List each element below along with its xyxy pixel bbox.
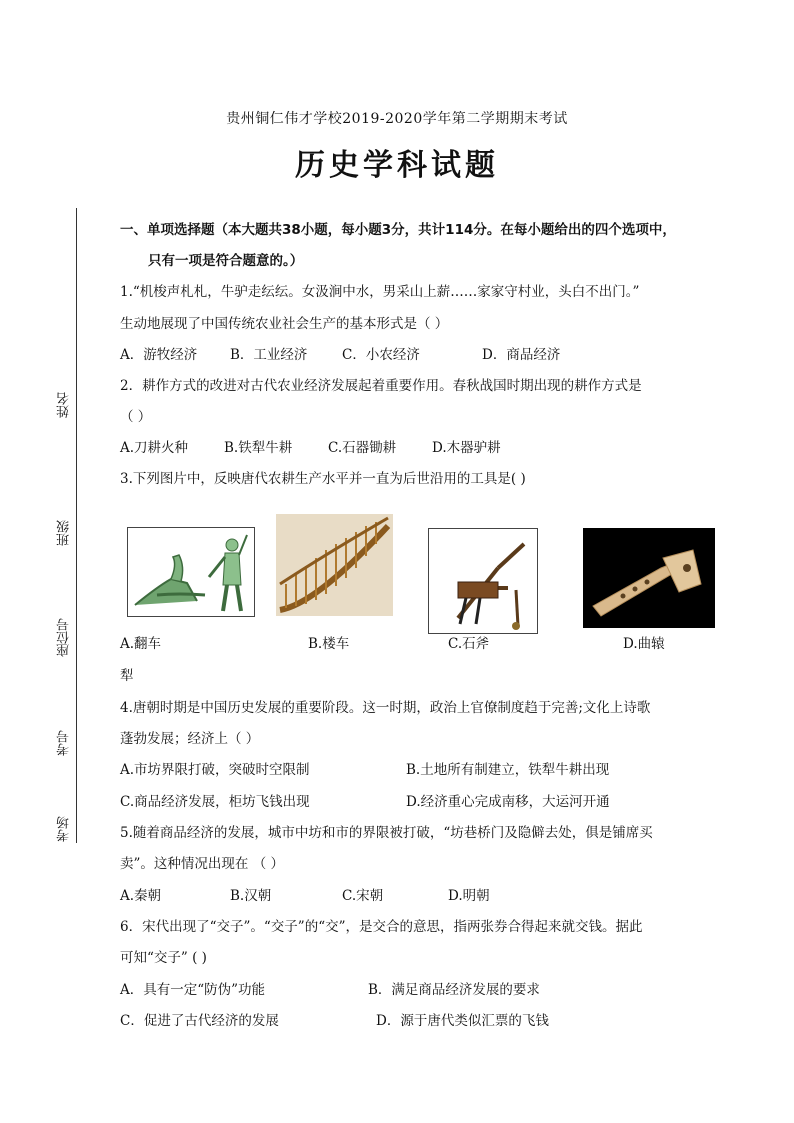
q1-option-d[interactable]: D．商品经济	[482, 347, 561, 363]
q2-option-a[interactable]: A.刀耕火种	[120, 440, 189, 456]
q4-option-c[interactable]: C.商品经济发展，柜坊飞钱出现	[120, 794, 310, 810]
q5-option-c[interactable]: C.宋朝	[342, 888, 384, 904]
q2-option-d[interactable]: D.木器驴耕	[432, 440, 501, 456]
margin-label-room: 考场	[57, 816, 72, 842]
q6-stem-line1: 6．宋代出现了“交子”。“交子”的“交”，是交合的意思，指两张券合得起来就交钱。据此	[120, 919, 643, 935]
q5-stem-line1: 5.随着商品经济的发展，城市中坊和市的界限被打破，“坊巷桥门及隐僻去处，俱是铺席买	[120, 825, 653, 841]
q2-option-b[interactable]: B.铁犁牛耕	[224, 440, 293, 456]
q3-caption-d: D.曲辕	[623, 636, 665, 652]
q2-stem-line2: （ ）	[120, 409, 152, 425]
q1-option-a[interactable]: A．游牧经济	[120, 347, 198, 363]
q6-option-c[interactable]: C．促进了古代经济的发展	[120, 1013, 279, 1029]
margin-label-class: 班级	[57, 520, 72, 546]
q4-option-a[interactable]: A.市坊界限打破，突破时空限制	[120, 762, 310, 778]
school-title: 贵州铜仁伟才学校2019-2020学年第二学期期末考试	[226, 111, 568, 127]
q6-stem-line2: 可知“交子” ( )	[120, 950, 207, 966]
section-heading-line2: 只有一项是符合题意的。）	[148, 253, 304, 269]
q4-stem-line2: 蓬勃发展；经济上（ ）	[120, 731, 260, 747]
q3-caption-d-tail: 犁	[120, 668, 134, 684]
page-title: 历史学科试题	[295, 148, 499, 183]
q6-option-b[interactable]: B．满足商品经济发展的要求	[368, 982, 540, 998]
q2-stem-line1: 2．耕作方式的改进对古代农业经济发展起着重要作用。春秋战国时期出现的耕作方式是	[120, 378, 642, 394]
picture-a-plough[interactable]	[127, 527, 255, 617]
q1-stem-line1: 1.“机梭声札札，牛驴走纭纭。女汲涧中水，男采山上薪……家家守村业，头白不出门。”	[120, 284, 640, 300]
picture-c-stone-axe[interactable]	[428, 528, 538, 634]
q1-option-c[interactable]: C．小农经济	[342, 347, 420, 363]
q3-stem: 3.下列图片中，反映唐代农耕生产水平并一直为后世沿用的工具是( )	[120, 471, 526, 487]
picture-b-seeder[interactable]	[276, 514, 393, 616]
picture-d-curved-plough[interactable]	[583, 528, 715, 628]
q5-stem-line2: 卖”。这种情况出现在 （ ）	[120, 856, 284, 872]
q6-option-d[interactable]: D．源于唐代类似汇票的飞钱	[376, 1013, 549, 1029]
section-heading-line1: 一、单项选择题（本大题共38小题，每小题3分，共计114分。在每小题给出的四个选项中，	[120, 222, 676, 238]
margin-label-number: 考号	[57, 730, 72, 756]
q3-caption-b: B.楼车	[308, 636, 350, 652]
q2-option-c[interactable]: C.石器锄耕	[328, 440, 397, 456]
q5-option-a[interactable]: A.秦朝	[120, 888, 162, 904]
margin-label-seat: 座位号	[57, 618, 72, 657]
q5-option-d[interactable]: D.明朝	[448, 888, 490, 904]
q3-caption-a: A.翻车	[120, 636, 162, 652]
q4-stem-line1: 4.唐朝时期是中国历史发展的重要阶段。这一时期，政治上官僚制度趋于完善;文化上诗歌	[120, 700, 651, 716]
q4-option-b[interactable]: B.土地所有制建立，铁犁牛耕出现	[406, 762, 610, 778]
margin-label-name: 姓名	[57, 392, 72, 418]
q5-option-b[interactable]: B.汉朝	[230, 888, 272, 904]
q6-option-a[interactable]: A．具有一定“防伪”功能	[120, 982, 266, 998]
q1-stem-line2: 生动地展现了中国传统农业社会生产的基本形式是（ ）	[120, 316, 449, 332]
q3-caption-c: C.石斧	[448, 636, 490, 652]
q1-option-b[interactable]: B．工业经济	[230, 347, 308, 363]
q4-option-d[interactable]: D.经济重心完成南移，大运河开通	[406, 794, 610, 810]
